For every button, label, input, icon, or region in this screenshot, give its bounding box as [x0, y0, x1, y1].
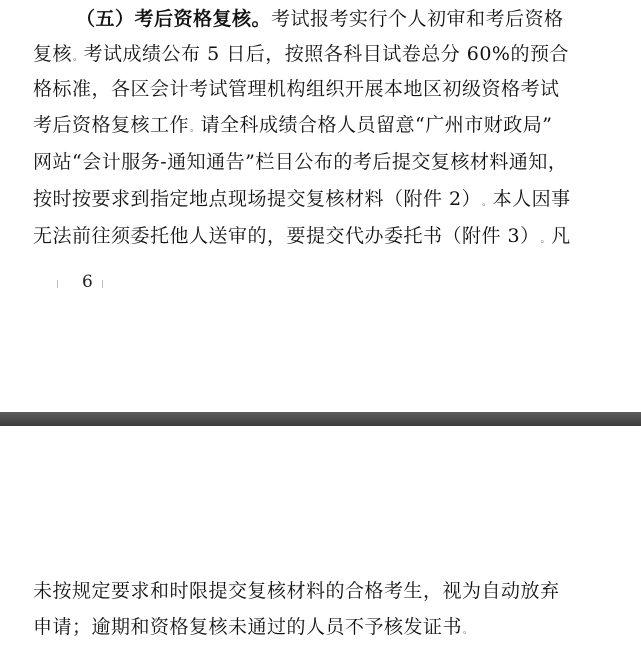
line-text: 复核: [33, 43, 73, 65]
paragraph-mark: 。: [463, 626, 473, 636]
section-heading: （五）考后资格复核: [76, 8, 252, 30]
paragraph-line-2: [33, 36, 569, 76]
line-text: 网站“会计服务-通知通告”栏目公布的考后提交复核材料通知，: [33, 151, 568, 173]
line-text: 考后资格复核工作: [33, 114, 190, 136]
paragraph-mark: 。: [482, 198, 492, 208]
paragraph-line-7: [33, 218, 571, 258]
page-separator: [0, 412, 641, 426]
document-page-bottom: [0, 426, 641, 645]
paragraph-line-5: [33, 144, 567, 180]
margin-tick: [57, 280, 58, 288]
paragraph-mark: 。: [73, 53, 83, 63]
line-text: 考试成绩公布 5 日后，按照各科目试卷总分 60%的预合: [83, 43, 569, 65]
paragraph-mark: 。: [540, 235, 551, 245]
line-text: 无法前往须委托他人送审的，要提交代办委托书（附件 3）: [33, 225, 540, 247]
line-text: 凡: [551, 225, 571, 247]
line-text: 申请；逾期和资格复核未通过的人员不予核发证书: [33, 616, 463, 638]
line-text: 本人因事: [492, 188, 571, 210]
paragraph-line-3: [33, 71, 560, 107]
margin-tick: [102, 280, 103, 288]
paragraph-line-9: [33, 609, 474, 649]
line-text: 考试报考实行个人初审和考后资格: [271, 8, 564, 30]
line-text: 请全科成绩合格人员留意“广州市财政局”: [200, 114, 553, 136]
paragraph-line-4: [33, 107, 552, 147]
paragraph-line-6: [33, 181, 571, 221]
line-text: 按时按要求到指定地点现场提交复核材料（附件 2）: [33, 188, 482, 210]
paragraph-mark: 。: [190, 124, 200, 134]
page-number: 6: [82, 272, 93, 292]
line-text: 未按规定要求和时限提交复核材料的合格考生，视为自动放弃: [33, 580, 560, 602]
paragraph-line-1: [76, 1, 564, 37]
line-text: 格标准，各区会计考试管理机构组织开展本地区初级资格考试: [33, 78, 560, 100]
paragraph-line-8: [33, 573, 560, 609]
heading-period: 。: [251, 8, 272, 30]
